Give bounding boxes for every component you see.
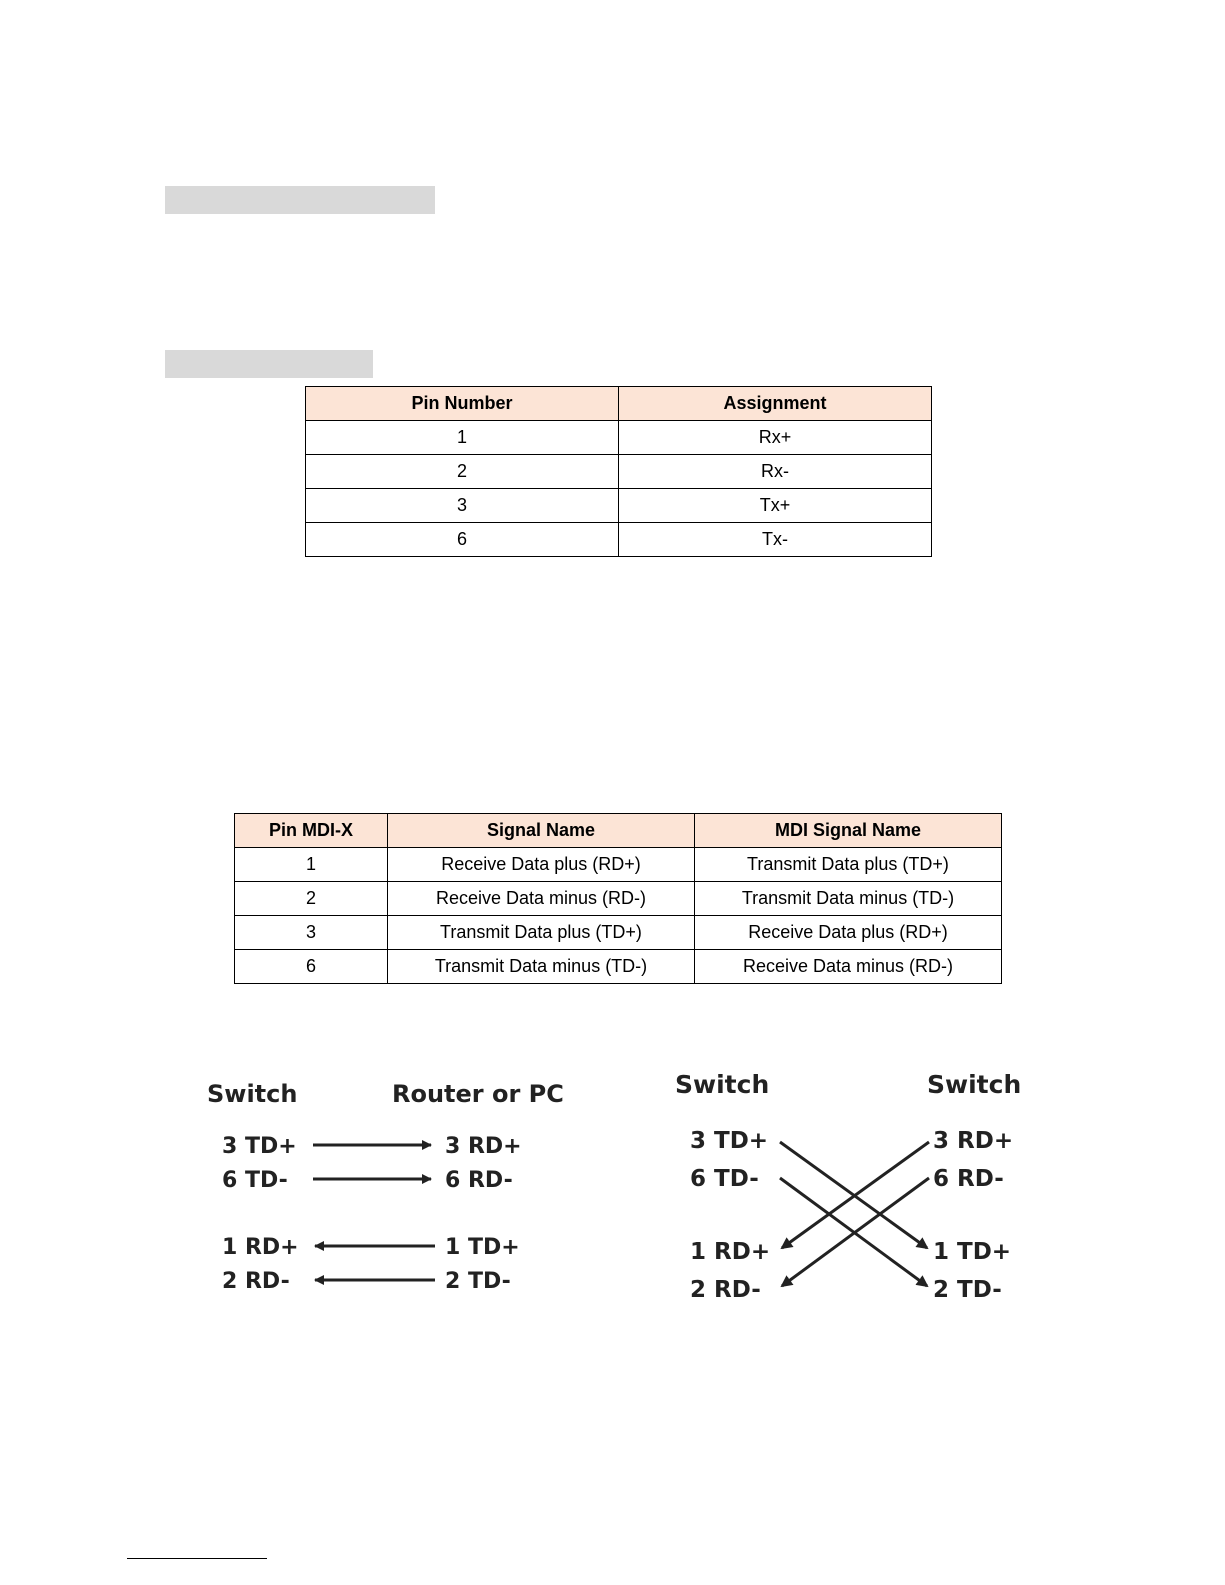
table-cell: 2 <box>306 455 619 489</box>
table-cell: Receive Data minus (RD-) <box>388 882 695 916</box>
table-row <box>235 950 1002 984</box>
right-pin-label: 6 RD- <box>933 1166 1004 1192</box>
table-row <box>235 848 1002 882</box>
table-cell: Transmit Data plus (TD+) <box>388 916 695 950</box>
table-row <box>235 916 1002 950</box>
left-pin-label: 2 RD- <box>222 1269 290 1294</box>
left-pin-label: 1 RD+ <box>222 1235 299 1260</box>
right-pin-label: 3 RD+ <box>445 1134 522 1159</box>
table-cell: 3 <box>306 489 619 523</box>
right-pin-label: 1 TD+ <box>445 1235 520 1260</box>
table-cell: 1 <box>235 848 388 882</box>
column-header: Assignment <box>619 387 932 421</box>
redacted-heading-bar <box>165 186 435 214</box>
table-cell: Receive Data minus (RD-) <box>695 950 1002 984</box>
table-cell: Transmit Data minus (TD-) <box>388 950 695 984</box>
right-device-title: Router or PC <box>392 1080 564 1108</box>
redacted-heading-bar <box>165 350 373 378</box>
right-pin-label: 3 RD+ <box>933 1128 1014 1154</box>
left-pin-label: 6 TD- <box>222 1168 288 1193</box>
column-header: Pin Number <box>306 387 619 421</box>
table-cell: 6 <box>306 523 619 557</box>
right-pin-label: 2 TD- <box>933 1277 1002 1303</box>
table-row <box>235 882 1002 916</box>
right-pin-label: 1 TD+ <box>933 1239 1012 1265</box>
right-pin-label: 6 RD- <box>445 1168 513 1193</box>
table-header-row <box>306 387 932 421</box>
right-pin-label: 2 TD- <box>445 1269 511 1294</box>
table-cell: 1 <box>306 421 619 455</box>
right-device-title: Switch <box>927 1070 1022 1099</box>
table-row <box>306 421 932 455</box>
table-cell: Tx- <box>619 523 932 557</box>
table-row <box>306 455 932 489</box>
left-device-title: Switch <box>675 1070 770 1099</box>
column-header: Pin MDI-X <box>235 814 388 848</box>
table-cell: Receive Data plus (RD+) <box>695 916 1002 950</box>
left-pin-label: 3 TD+ <box>690 1128 769 1154</box>
table-cell: 6 <box>235 950 388 984</box>
table-cell: Rx+ <box>619 421 932 455</box>
footnote-separator <box>127 1558 267 1559</box>
table-header-row <box>235 814 1002 848</box>
table-cell: Receive Data plus (RD+) <box>388 848 695 882</box>
crossover-wiring-diagram <box>665 1060 1055 1310</box>
column-header: MDI Signal Name <box>695 814 1002 848</box>
left-pin-label: 3 TD+ <box>222 1134 297 1159</box>
column-header: Signal Name <box>388 814 695 848</box>
straight-through-wiring-diagram <box>195 1070 585 1310</box>
left-pin-label: 1 RD+ <box>690 1239 771 1265</box>
table-cell: Tx+ <box>619 489 932 523</box>
left-pin-label: 2 RD- <box>690 1277 761 1303</box>
left-pin-label: 6 TD- <box>690 1166 759 1192</box>
pin-assignment-table <box>305 386 932 557</box>
table-cell: Rx- <box>619 455 932 489</box>
table-cell: Transmit Data minus (TD-) <box>695 882 1002 916</box>
left-device-title: Switch <box>207 1080 298 1108</box>
table-row <box>306 523 932 557</box>
table-cell: 2 <box>235 882 388 916</box>
mdi-x-signal-table <box>234 813 1002 984</box>
table-cell: 3 <box>235 916 388 950</box>
table-cell: Transmit Data plus (TD+) <box>695 848 1002 882</box>
table-row <box>306 489 932 523</box>
